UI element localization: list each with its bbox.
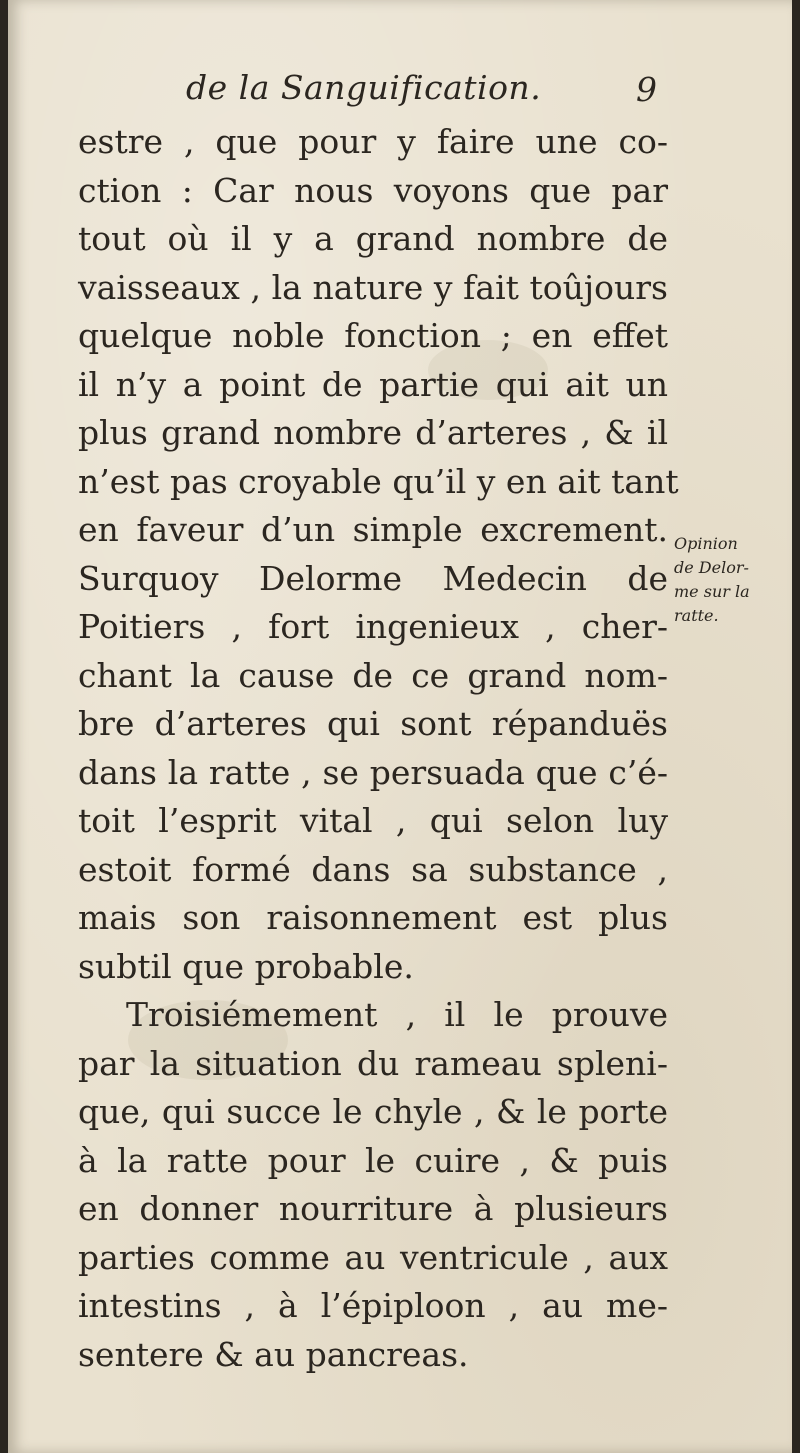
running-title: de la Sanguification. xyxy=(186,68,542,107)
text-line: ction : Car nous voyons que par xyxy=(78,170,668,210)
text-line: à la ratte pour le cuire , & puis xyxy=(78,1140,668,1180)
text-line: bre d’arteres qui sont répanduës xyxy=(78,704,668,743)
text-line: toit l’esprit vital , qui selon luy xyxy=(78,801,668,840)
text-line: que, qui succe le chyle , & le porte xyxy=(78,1092,668,1131)
text-line: n’est pas croyable qu’il y en ait tant xyxy=(78,461,679,501)
text-line: intestins , à l’épiploon , au me- xyxy=(78,1286,668,1325)
page-number: 9 xyxy=(636,70,657,109)
margin-note-line: me sur la xyxy=(674,582,750,601)
margin-note-line: Opinion xyxy=(674,534,738,553)
text-line: quelque noble fonction ; en effet xyxy=(78,316,668,355)
text-line: estoit formé dans sa substance , xyxy=(78,849,668,889)
margin-note-line: ratte. xyxy=(674,606,719,625)
text-line: mais son raisonnement est plus xyxy=(78,898,668,937)
text-line: Troisiémement , il le prouve xyxy=(126,995,668,1034)
book-page xyxy=(8,0,792,1453)
body-text xyxy=(78,118,679,1379)
text-line: chant la cause de ce grand nom- xyxy=(78,655,668,695)
text-line: Surquoy Delorme Medecin de xyxy=(78,558,668,598)
text-line: dans la ratte , se persuada que c’é- xyxy=(78,752,668,792)
text-line: Poitiers , fort ingenieux , cher- xyxy=(78,607,668,646)
text-line: subtil que probable. xyxy=(78,946,414,986)
text-line: en donner nourriture à plusieurs xyxy=(78,1189,668,1228)
text-line: sentere & au pancreas. xyxy=(78,1334,469,1374)
text-line: parties comme au ventricule , aux xyxy=(78,1237,668,1277)
text-line: vaisseaux , la nature y fait toûjours xyxy=(78,267,668,307)
margin-note xyxy=(674,532,784,628)
text-line: estre , que pour y faire une co- xyxy=(78,122,668,161)
text-line: en faveur d’un simple excrement. xyxy=(78,510,668,549)
text-line: tout où il y a grand nombre de xyxy=(78,219,668,258)
text-line: il n’y a point de partie qui ait un xyxy=(78,364,668,404)
page-header xyxy=(8,68,792,118)
text-line: par la situation du rameau spleni- xyxy=(78,1043,668,1083)
text-line: plus grand nombre d’arteres , & il xyxy=(78,413,668,452)
margin-note-line: de Delor- xyxy=(674,558,749,577)
